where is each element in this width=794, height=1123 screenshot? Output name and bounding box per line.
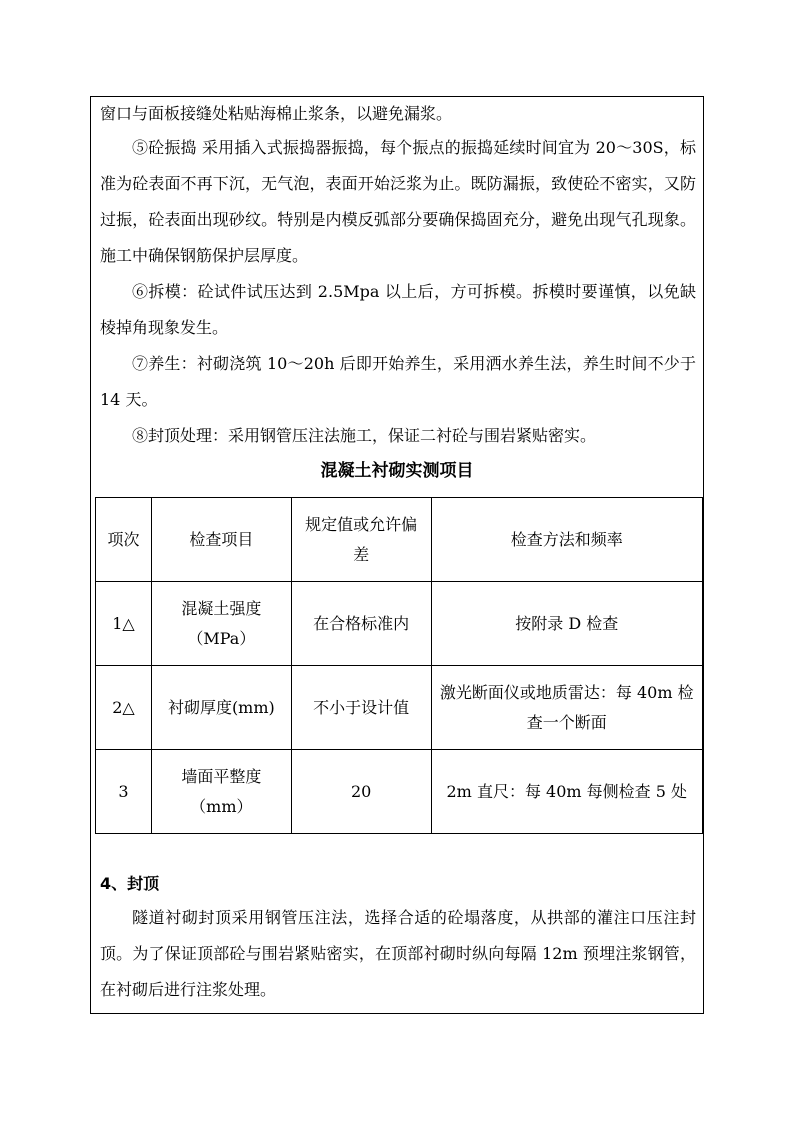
header-method: 检查方法和频率 — [431, 498, 702, 582]
paragraph-crown-sealing: ⑧封顶处理：采用钢管压注法施工，保证二衬砼与围岩紧贴密实。 — [132, 426, 597, 445]
cell-check-item: 衬砌厚度(mm) — [151, 666, 291, 750]
cell-item-no: 2△ — [96, 666, 152, 750]
header-tolerance: 规定值或允许偏差 — [291, 498, 431, 582]
header-item-no: 项次 — [96, 498, 152, 582]
cell-tolerance: 在合格标准内 — [291, 582, 431, 666]
section-heading: 4、封顶 — [100, 874, 160, 893]
cell-method: 按附录 D 检查 — [431, 582, 702, 666]
table-title: 混凝土衬砌实测项目 — [320, 461, 474, 481]
cell-method: 2m 直尺：每 40m 每侧检查 5 处 — [431, 750, 702, 834]
cell-item-no: 1△ — [96, 582, 152, 666]
cell-item-no: 3 — [96, 750, 152, 834]
paragraph-curing: ⑦养生：衬砌浇筑 10～20h 后即开始养生，采用洒水养生法，养生时间不少于 14 天。 — [100, 354, 696, 409]
cell-check-item: 混凝土强度（MPa） — [151, 582, 291, 666]
table-row — [96, 666, 703, 750]
paragraph-crown-grouting: 隧道衬砌封顶采用钢管压注法，选择合适的砼塌落度，从拱部的灌注口压注封顶。为了保证顶部砼与围岩紧贴密实，在顶部衬砌时纵向每隔 12m 预埋注浆钢管，在衬砌后进行注浆处理。 — [100, 908, 696, 999]
cell-tolerance: 不小于设计值 — [291, 666, 431, 750]
header-check-item: 检查项目 — [151, 498, 291, 582]
cell-method: 激光断面仪或地质雷达：每 40m 检查一个断面 — [431, 666, 702, 750]
table-row — [96, 582, 703, 666]
paragraph-vibration: ⑤砼振捣 采用插入式振捣器振捣，每个振点的振捣延续时间宜为 20～30S，标准为砼表面不再下沉，无气泡，表面开始泛浆为止。既防漏振，致使砼不密实，又防过振，砼表面出现砂纹。特别是内模反弧部分要确保捣固充分，避免出现气孔现象。施工中确保钢筋保护层厚度。 — [100, 138, 696, 265]
cell-check-item: 墙面平整度（mm） — [151, 750, 291, 834]
cell-tolerance: 20 — [291, 750, 431, 834]
paragraph-window-seal: 窗口与面板接缝处粘贴海棉止浆条，以避免漏浆。 — [100, 104, 453, 123]
paragraph-demolding: ⑥拆模：砼试件试压达到 2.5Mpa 以上后，方可拆模。拆模时要谨慎，以免缺棱掉角现象发生。 — [100, 282, 696, 337]
inspection-table — [95, 497, 703, 834]
table-row — [96, 750, 703, 834]
table-header-row — [96, 498, 703, 582]
